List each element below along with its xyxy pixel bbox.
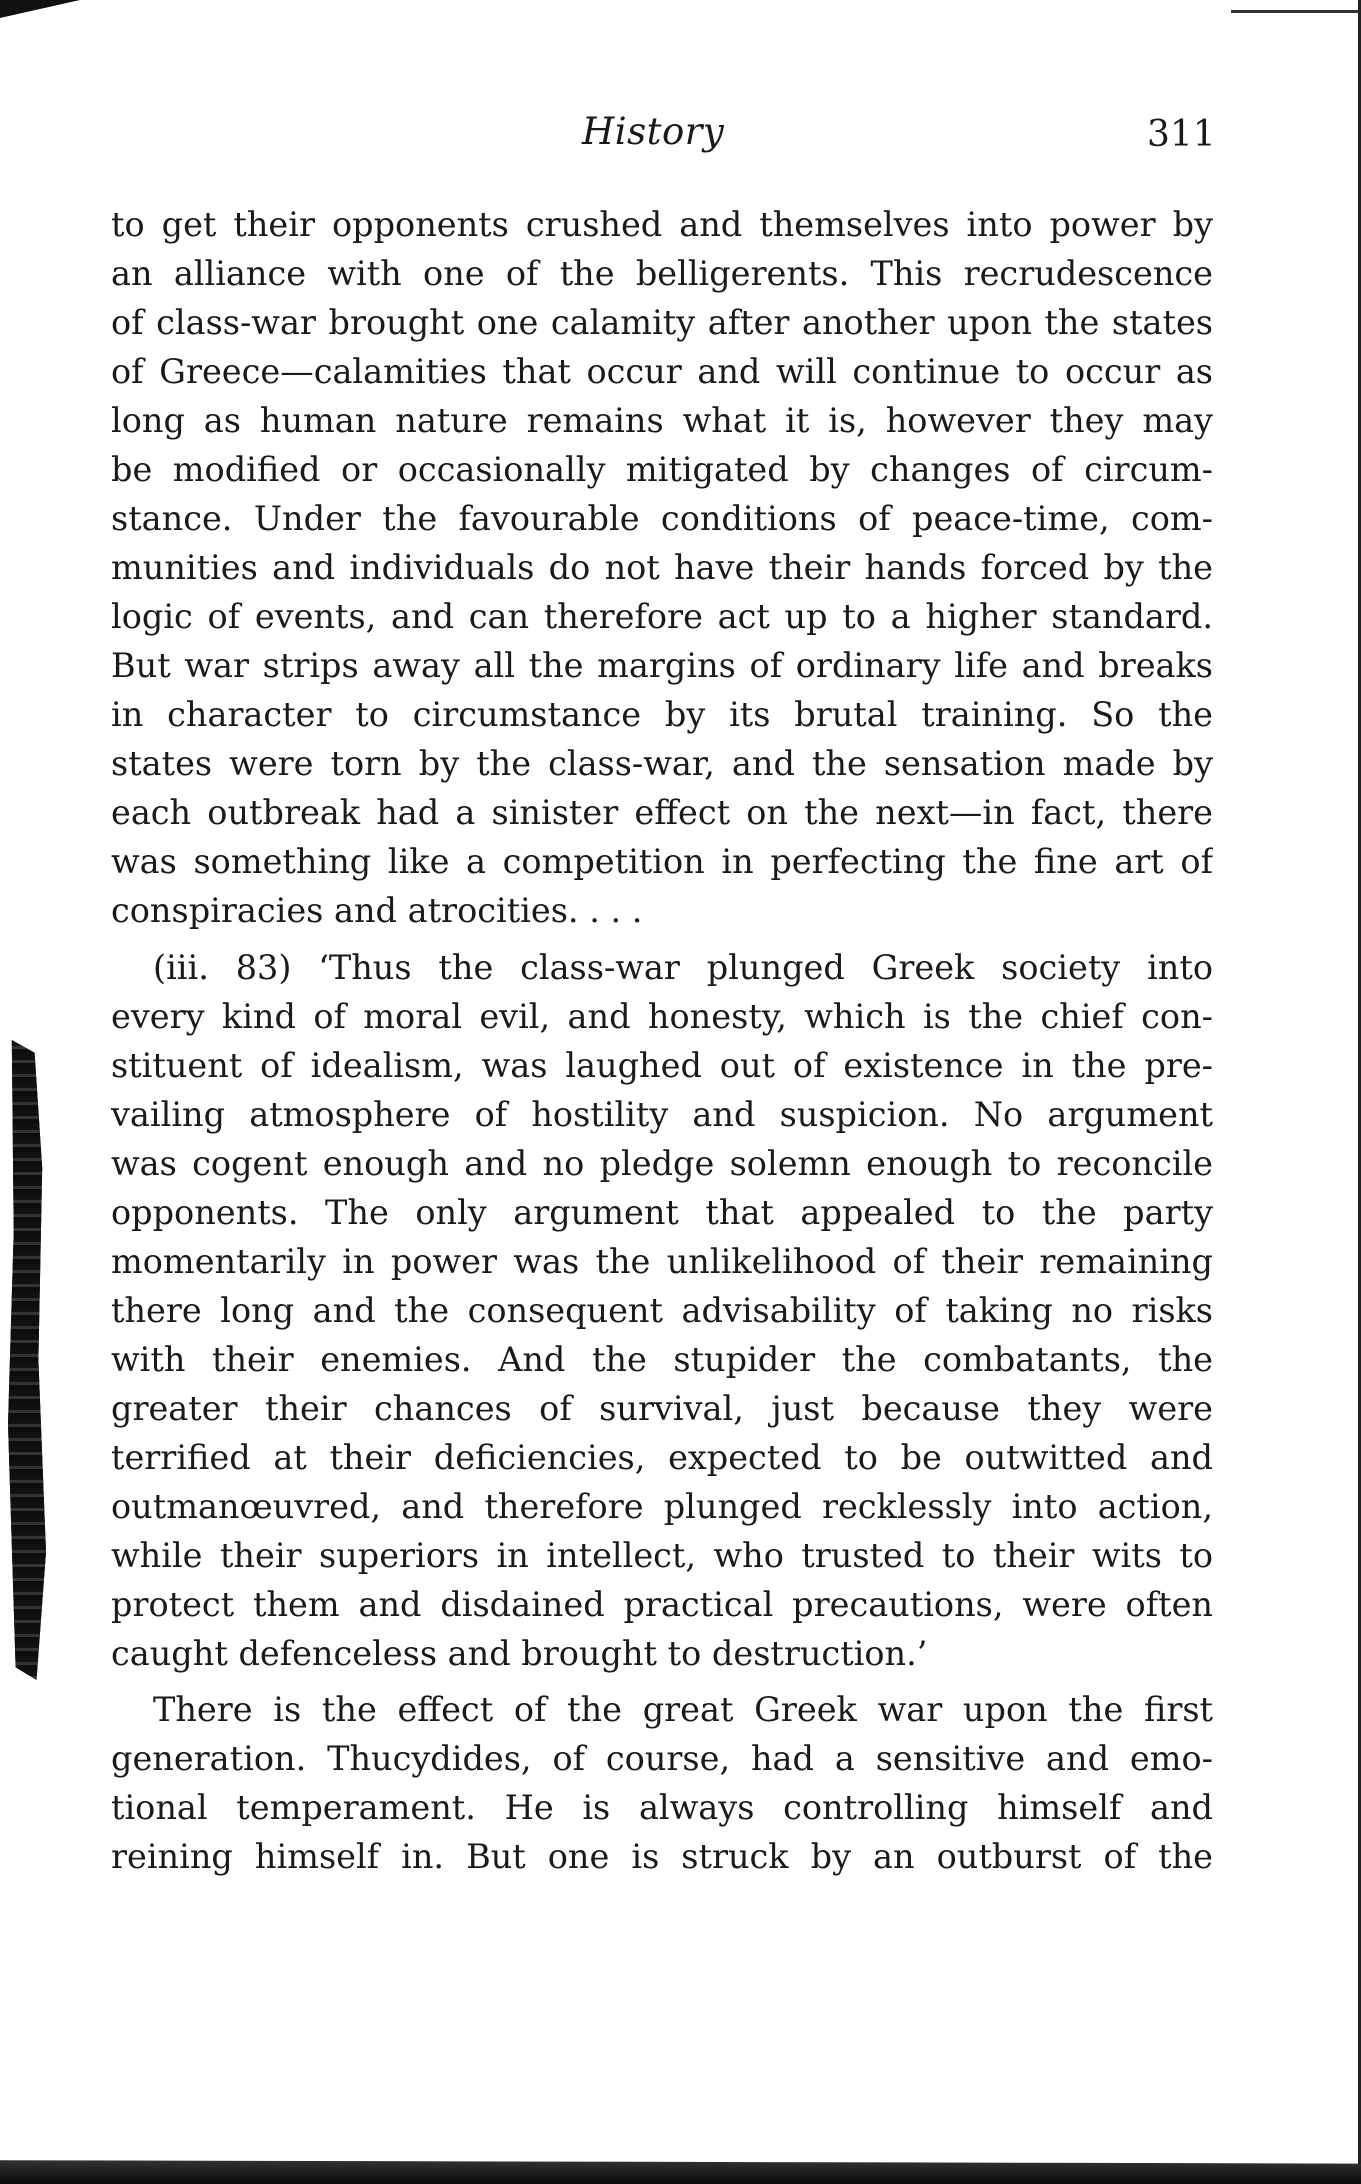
text-line: tional temperament. He is always controlling himself and — [111, 1788, 1213, 1827]
text-line: in character to circumstance by its brutal training. So the — [111, 695, 1213, 734]
text-line: generation. Thucydides, of course, had a sensitive and emo- — [111, 1739, 1213, 1778]
text-line: conspiracies and atrocities. . . . — [111, 891, 643, 930]
text-line: states were torn by the class-war, and the sensation made by — [111, 744, 1213, 783]
text-line: to get their opponents crushed and themselves into power by — [111, 205, 1213, 244]
scan-margin-artifact — [8, 1040, 46, 1680]
text-line: be modified or occasionally mitigated by changes of circum- — [111, 450, 1213, 489]
text-line: of class-war brought one calamity after another upon the states — [111, 303, 1213, 342]
text-line: reining himself in. But one is struck by an outburst of the — [111, 1837, 1213, 1876]
page-number: 311 — [1147, 114, 1216, 155]
text-line: stituent of idealism, was laughed out of existence in the pre- — [111, 1046, 1213, 1085]
text-line: was cogent enough and no pledge solemn enough to reconcile — [111, 1144, 1213, 1183]
text-line: terrified at their deficiencies, expected to be outwitted and — [111, 1438, 1213, 1477]
text-line: opponents. The only argument that appealed to the party — [111, 1193, 1213, 1232]
text-line: protect them and disdained practical precautions, were often — [111, 1585, 1213, 1624]
text-line: vailing atmosphere of hostility and suspicion. No argument — [111, 1095, 1213, 1134]
paragraph-3 — [111, 1685, 1213, 1881]
text-line: munities and individuals do not have their hands forced by the — [111, 548, 1213, 587]
text-line: outmanœuvred, and therefore plunged recklessly into action, — [111, 1487, 1213, 1526]
text-line: logic of events, and can therefore act up to a higher standard. — [111, 597, 1213, 636]
text-line: an alliance with one of the belligerents. This recrudescence — [111, 254, 1213, 293]
text-line: every kind of moral evil, and honesty, which is the chief con- — [111, 997, 1213, 1036]
text-line: with their enemies. And the stupider the combatants, the — [111, 1340, 1213, 1379]
text-line: But war strips away all the margins of ordinary life and breaks — [111, 646, 1213, 685]
scan-corner-mark — [0, 0, 80, 18]
text-line: of Greece—calamities that occur and will continue to occur as — [111, 352, 1213, 391]
scan-bottom-shadow — [0, 2150, 1361, 2184]
text-line: long as human nature remains what it is, however they may — [111, 401, 1213, 440]
text-line: there long and the consequent advisability of taking no risks — [111, 1291, 1213, 1330]
text-line: each outbreak had a sinister effect on the next—in fact, there — [111, 793, 1213, 832]
paragraph-2 — [111, 943, 1213, 1678]
text-line: caught defenceless and brought to destruction.’ — [111, 1634, 928, 1673]
text-line: greater their chances of survival, just because they were — [111, 1389, 1213, 1428]
text-line: was something like a competition in perfecting the fine art of — [111, 842, 1213, 881]
text-line: while their superiors in intellect, who trusted to their wits to — [111, 1536, 1213, 1575]
paragraph-1 — [111, 200, 1213, 935]
scan-top-rule — [1231, 10, 1361, 13]
text-line: (iii. 83) ‘Thus the class-war plunged Greek society into — [153, 948, 1213, 987]
text-line: stance. Under the favourable conditions of peace-time, com- — [111, 499, 1213, 538]
text-line: momentarily in power was the unlikelihood of their remaining — [111, 1242, 1213, 1281]
running-head-title: History — [582, 110, 725, 153]
text-line: There is the effect of the great Greek war upon the first — [153, 1690, 1213, 1729]
